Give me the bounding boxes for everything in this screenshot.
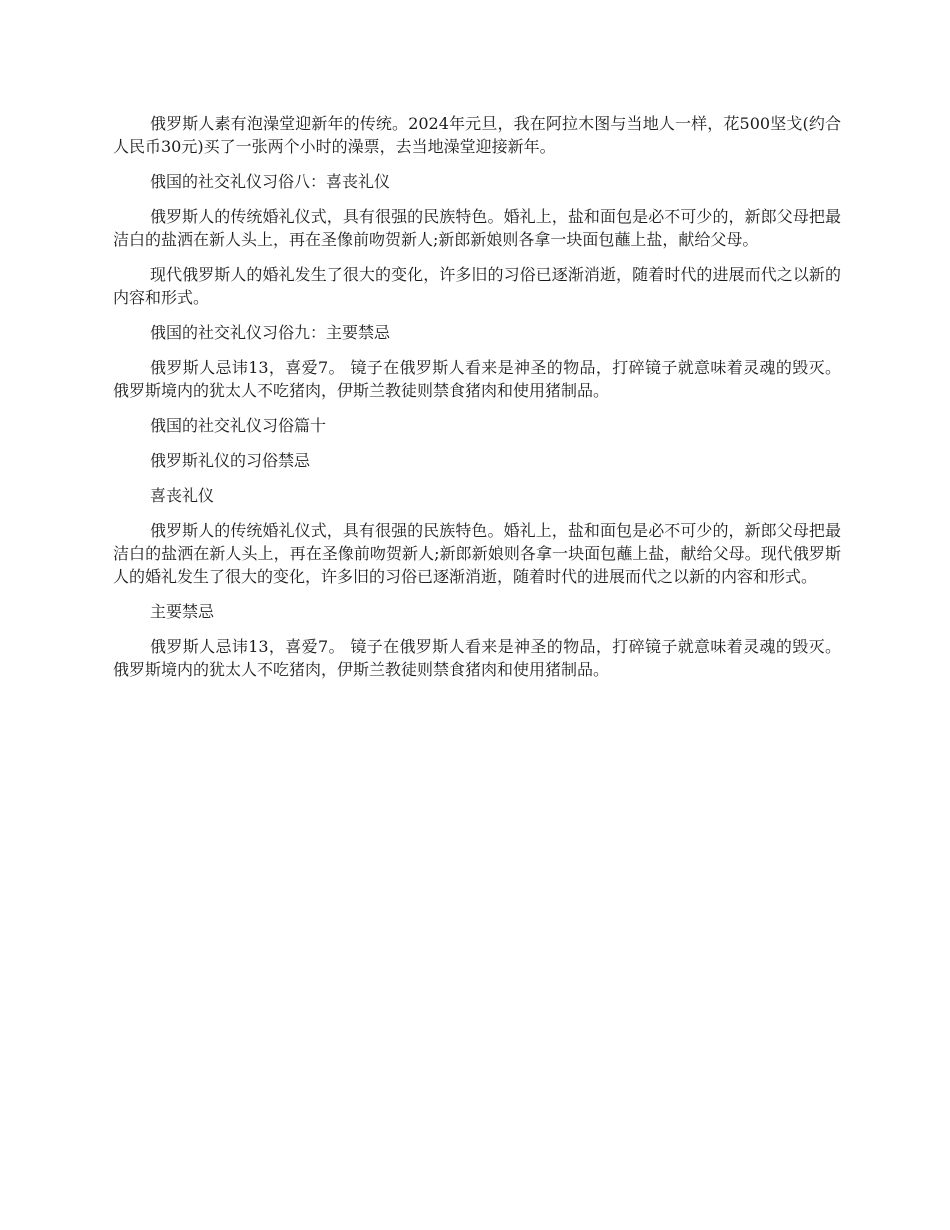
paragraph-modern-wedding: 现代俄罗斯人的婚礼发生了很大的变化，许多旧的习俗已逐渐消逝，随着时代的进展而代之以新的内容和形式。 — [113, 265, 841, 307]
document-page — [113, 112, 841, 693]
paragraph-wedding-tradition: 俄罗斯人的传统婚礼仪式，具有很强的民族特色。婚礼上，盐和面包是必不可少的，新郎父母把最洁白的盐洒在新人头上，再在圣像前吻贺新人;新郎新娘则各拿一块面包蘸上盐，献给父母。 — [113, 207, 841, 249]
paragraph-taboos-repeat: 俄罗斯人忌讳13，喜爱7。 镜子在俄罗斯人看来是神圣的物品，打碎镜子就意味着灵魂的毁灭。俄罗斯境内的犹太人不吃猪肉，伊斯兰教徒则禁食猪肉和使用猪制品。 — [113, 637, 841, 679]
heading-custom-nine: 俄国的社交礼仪习俗九：主要禁忌 — [150, 323, 391, 342]
paragraph-taboos: 俄罗斯人忌讳13，喜爱7。 镜子在俄罗斯人看来是神圣的物品，打碎镜子就意味着灵魂的毁灭。俄罗斯境内的犹太人不吃猪肉，伊斯兰教徒则禁食猪肉和使用猪制品。 — [113, 358, 841, 400]
heading-custom-ten: 俄国的社交礼仪习俗篇十 — [150, 416, 327, 435]
paragraph-wedding-full: 俄罗斯人的传统婚礼仪式，具有很强的民族特色。婚礼上，盐和面包是必不可少的，新郎父母把最洁白的盐洒在新人头上，再在圣像前吻贺新人;新郎新娘则各拿一块面包蘸上盐，献给父母。现代俄罗斯人的婚礼发生了很大的变化，许多旧的习俗已逐渐消逝，随着时代的进展而代之以新的内容和形式。 — [113, 521, 841, 586]
heading-custom-eight: 俄国的社交礼仪习俗八：喜丧礼仪 — [150, 172, 391, 191]
heading-etiquette-taboos: 俄罗斯礼仪的习俗禁忌 — [150, 451, 311, 470]
paragraph-bath-new-year: 俄罗斯人素有泡澡堂迎新年的传统。2024年元旦，我在阿拉木图与当地人一样，花500坚戈(约合人民币30元)买了一张两个小时的澡票，去当地澡堂迎接新年。 — [113, 114, 841, 156]
heading-main-taboos: 主要禁忌 — [150, 602, 215, 621]
heading-weddings-funerals: 喜丧礼仪 — [150, 486, 215, 505]
